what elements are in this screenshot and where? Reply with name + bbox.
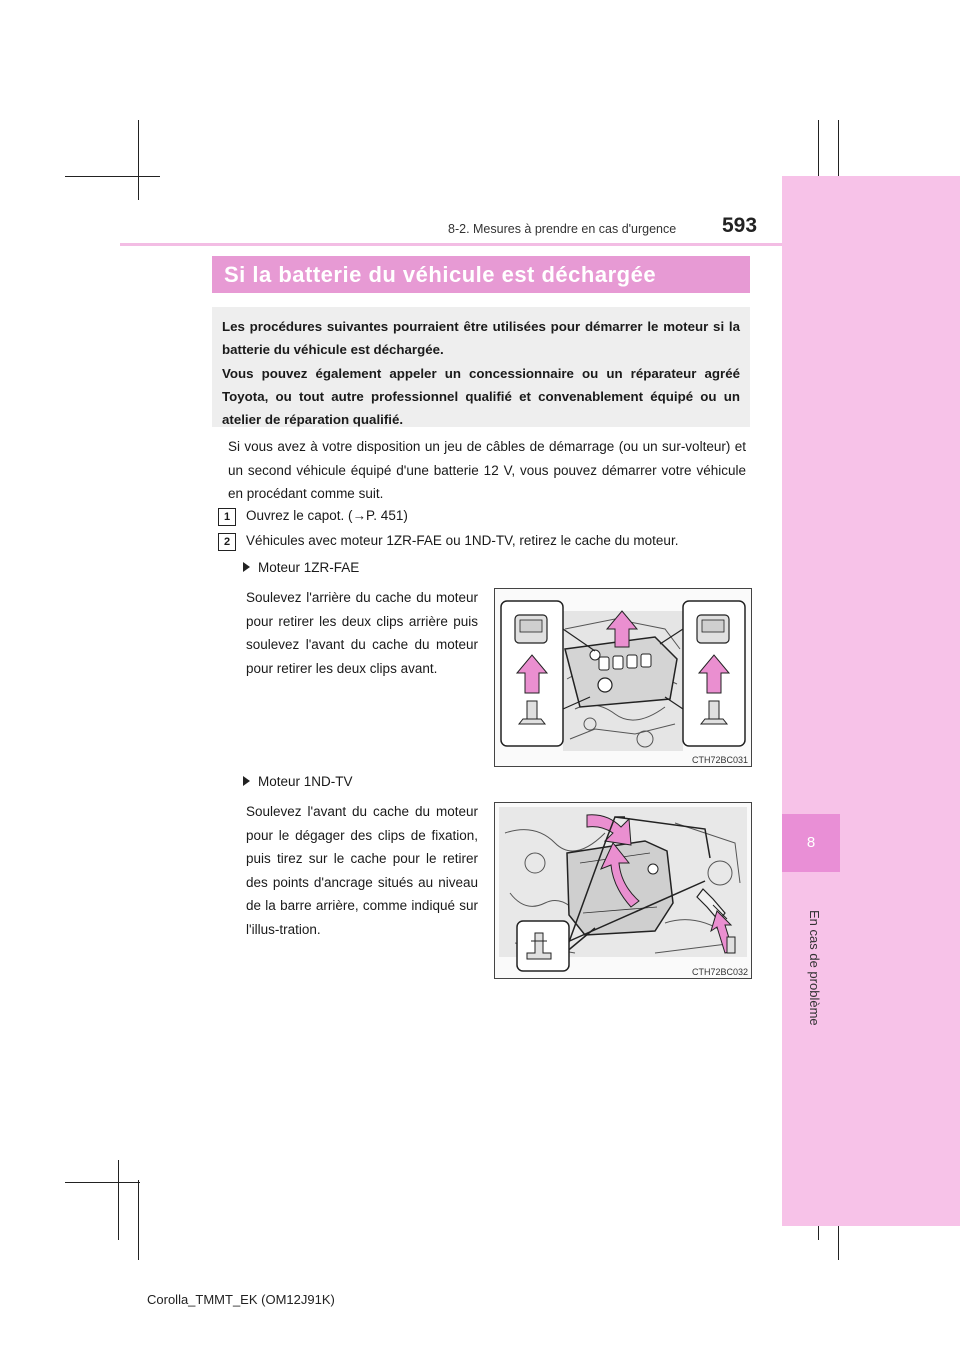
intro-box (212, 307, 750, 427)
figure-1zr-fae (494, 588, 752, 767)
engine-description-2: Soulevez l'avant du cache du moteur pour le dégager des clips de fixation, puis tirez sur le cache pour le retirer des points d'ancrage situés au niveau de la barre arrière, comme indiqué sur l'illus-tration. (246, 804, 478, 937)
intro-text-2: Vous pouvez également appeler un concessionnaire ou un réparateur agréé Toyota, ou tout autre professionnel qualifié et convenablement équipé ou un atelier de réparation qualifié. (222, 365, 740, 428)
engine-name-2: Moteur 1ND-TV (258, 774, 353, 789)
engine-cover-illustration-icon (495, 803, 751, 978)
intro-text-1: Les procédures suivantes pourraient être utilisées pour démarrer le moteur si la batterie du véhicule est déchargée. (222, 319, 740, 358)
step-badge-1: 1 (218, 508, 236, 526)
step-badge-2: 2 (218, 533, 236, 551)
page-number: 593 (722, 214, 758, 237)
crop-mark (65, 1182, 140, 1183)
crop-mark (65, 176, 160, 177)
step-text-2: Véhicules avec moteur 1ZR-FAE ou 1ND-TV, retirez le cache du moteur. (246, 533, 679, 548)
crop-mark (138, 120, 139, 200)
header-divider (120, 243, 782, 246)
figure-code-2: CTH72BC032 (691, 967, 748, 977)
page-title: Si la batterie du véhicule est déchargée (212, 256, 750, 293)
chapter-title: En cas de problème (807, 910, 822, 1026)
body-paragraph: Si vous avez à votre disposition un jeu de câbles de démarrage (ou un sur-volteur) et un second véhicule équipé d'une batterie 12 V, vous pouvez démarrer votre véhicule en procédant comme suit. (228, 439, 746, 502)
figure-1nd-tv (494, 802, 752, 979)
engine-description-1: Soulevez l'arrière du cache du moteur pour retirer les deux clips arrière puis soulevez l'avant du cache du moteur pour retirer les deux clips avant. (246, 590, 478, 676)
crop-mark (118, 1160, 119, 1240)
crop-mark (138, 1180, 139, 1260)
footer-document-id: Corolla_TMMT_EK (OM12J91K) (147, 1292, 335, 1307)
engine-name-1: Moteur 1ZR-FAE (258, 560, 360, 575)
chapter-number-tab[interactable]: 8 (782, 814, 840, 872)
figure-code-1: CTH72BC031 (691, 755, 748, 765)
engine-cover-illustration-icon (495, 589, 751, 766)
triangle-bullet-icon (243, 562, 250, 572)
triangle-bullet-icon (243, 776, 250, 786)
engine-heading-2 (243, 774, 353, 789)
engine-heading-1 (243, 560, 359, 575)
section-heading: 8-2. Mesures à prendre en cas d'urgence (448, 222, 677, 236)
step-text-1: Ouvrez le capot. (→P. 451) (246, 508, 408, 523)
